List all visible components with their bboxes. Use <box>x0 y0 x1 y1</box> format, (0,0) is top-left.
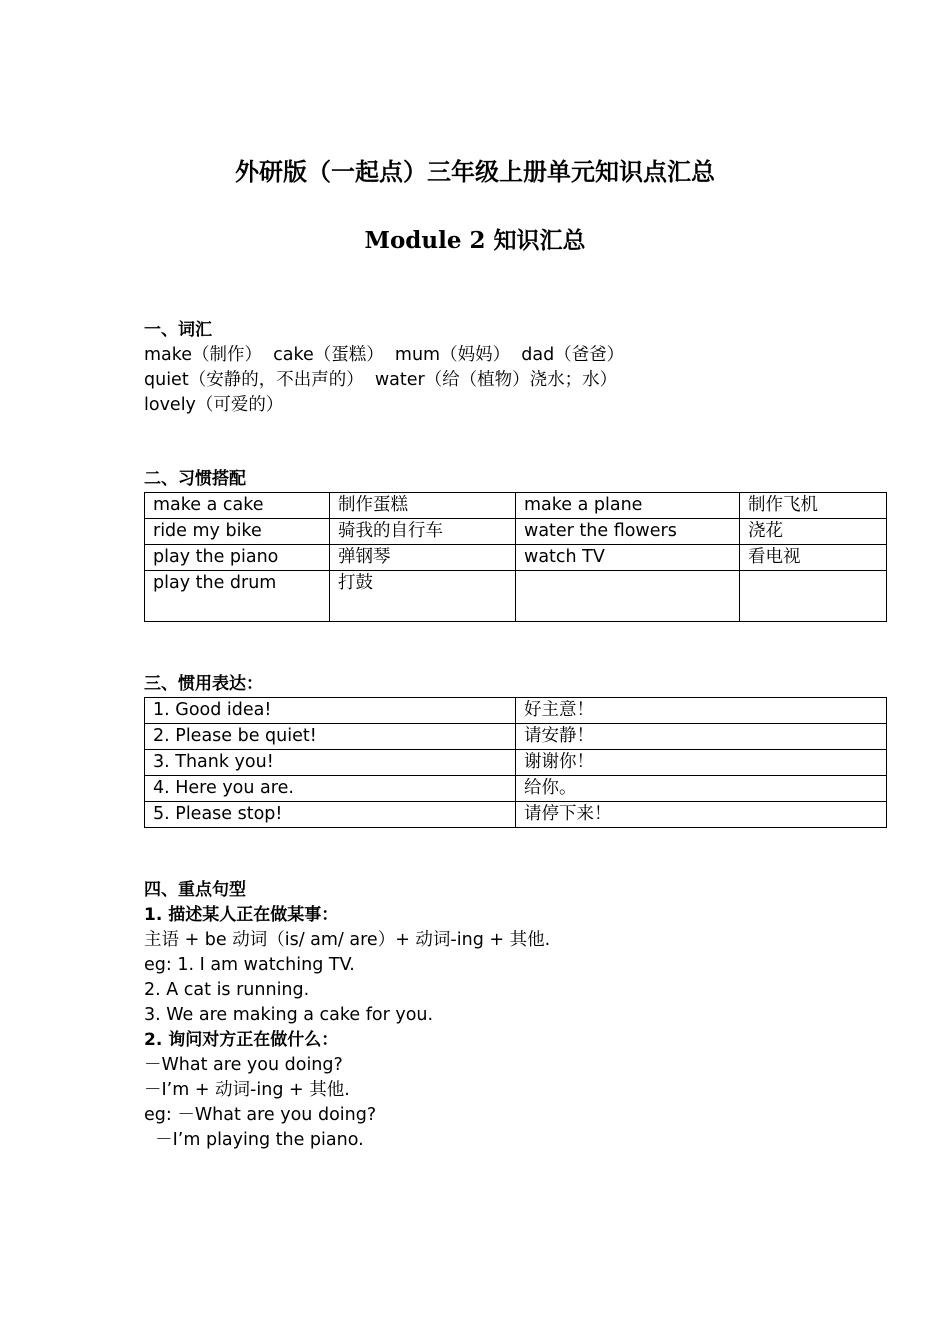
example-line: －I’m playing the piano. <box>144 1130 364 1150</box>
example-line: 3. We are making a cake for you. <box>144 1005 434 1025</box>
table-cell: 请安静！ <box>516 724 887 750</box>
table-cell: ride my bike <box>145 519 330 545</box>
table-cell: 2. Please be quiet! <box>145 724 516 750</box>
sentences-section <box>144 878 886 1153</box>
table-cell: play the drum <box>145 571 330 622</box>
module-title: Module 2 知识汇总 <box>364 227 586 254</box>
table-row <box>145 698 887 724</box>
vocab-line: lovely（可爱的） <box>144 395 284 415</box>
table-cell: 制作飞机 <box>740 493 887 519</box>
table-row <box>145 493 887 519</box>
table-row <box>145 545 887 571</box>
table-cell: make a cake <box>145 493 330 519</box>
table-row <box>145 776 887 802</box>
table-row <box>145 571 887 622</box>
table-cell: 打鼓 <box>330 571 516 622</box>
table-cell: 谢谢你！ <box>516 750 887 776</box>
table-cell: 看电视 <box>740 545 887 571</box>
table-cell: play the piano <box>145 545 330 571</box>
table-cell: 好主意！ <box>516 698 887 724</box>
table-cell: 5. Please stop! <box>145 802 516 828</box>
table-row <box>145 802 887 828</box>
pattern-line: 主语 + be 动词（is/ am/ are）+ 动词-ing + 其他. <box>144 930 551 950</box>
table-cell <box>740 571 887 622</box>
table-row <box>145 519 887 545</box>
pattern-line: －What are you doing? <box>144 1055 343 1075</box>
table-cell: 4. Here you are. <box>145 776 516 802</box>
table-cell: make a plane <box>516 493 740 519</box>
table-row <box>145 750 887 776</box>
vocab-line: quiet（安静的，不出声的） water（给（植物）浇水；水） <box>144 370 618 390</box>
table-row <box>145 724 887 750</box>
table-cell: 浇花 <box>740 519 887 545</box>
vocab-heading: 一、词汇 <box>144 320 212 340</box>
table-cell: 骑我的自行车 <box>330 519 516 545</box>
table-cell: 给你。 <box>516 776 887 802</box>
vocab-section <box>144 318 886 418</box>
example-line: eg: －What are you doing? <box>144 1105 377 1125</box>
example-line: eg: 1. I am watching TV. <box>144 955 355 975</box>
collocations-section <box>144 467 886 622</box>
collocations-heading: 二、习惯搭配 <box>144 469 246 489</box>
expressions-heading: 三、惯用表达： <box>144 674 263 694</box>
sentences-heading: 四、重点句型 <box>144 880 246 900</box>
expressions-table <box>144 697 887 828</box>
table-cell: 制作蛋糕 <box>330 493 516 519</box>
table-cell: watch TV <box>516 545 740 571</box>
table-cell: 1. Good idea! <box>145 698 516 724</box>
point2-title: 2. 询问对方正在做什么： <box>144 1030 339 1050</box>
collocations-table <box>144 492 887 622</box>
example-line: 2. A cat is running. <box>144 980 310 1000</box>
table-cell: 弹钢琴 <box>330 545 516 571</box>
pattern-line: －I’m + 动词-ing + 其他. <box>144 1080 350 1100</box>
expressions-section <box>144 672 886 828</box>
table-cell: 请停下来！ <box>516 802 887 828</box>
point1-title: 1. 描述某人正在做某事： <box>144 905 339 925</box>
document-title: 外研版（一起点）三年级上册单元知识点汇总 <box>235 157 715 186</box>
vocab-line: make（制作） cake（蛋糕） mum（妈妈） dad（爸爸） <box>144 345 625 365</box>
table-cell: water the flowers <box>516 519 740 545</box>
table-cell <box>516 571 740 622</box>
table-cell: 3. Thank you! <box>145 750 516 776</box>
